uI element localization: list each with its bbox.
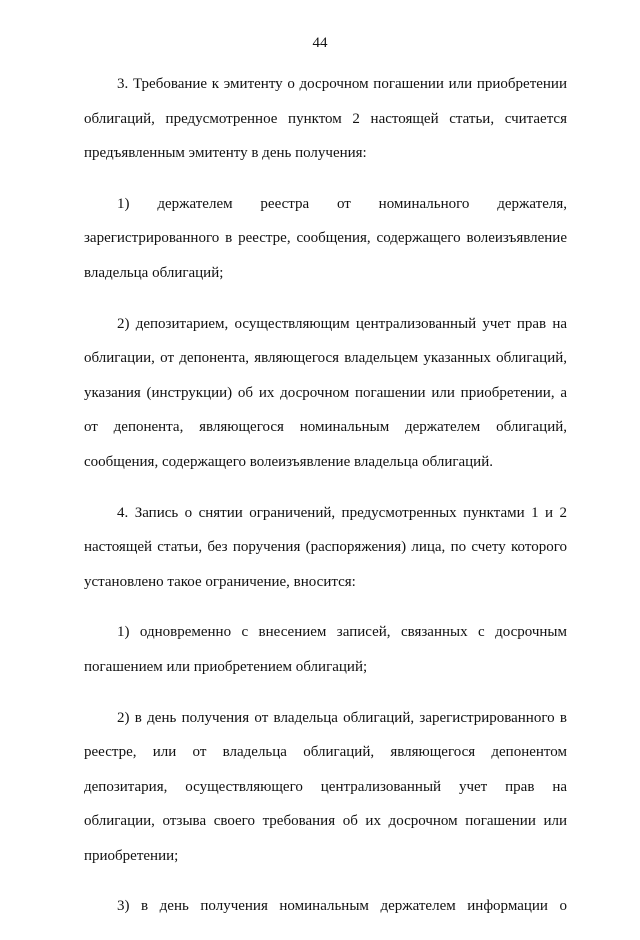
page-number: 44 — [312, 35, 328, 51]
paragraph-3: 3. Требование к эмитенту о досрочном погашении или приобретении облигаций, предусмотренное пунктом 2 настоящей статьи, считается предъявленным эмитенту в день получения: — [84, 76, 567, 162]
paragraph-4-item-2: 2) в день получения от владельца облигаций, зарегистрированного в реестре, или от владельца облигаций, являющегося депонентом депозитария, осуществляющего централизованный учет прав на облигации, отзыва своего требования об их досрочном погашении или приобретении; — [84, 709, 567, 864]
paragraph-3-item-1: 1) держателем реестра от номинального держателя, зарегистрированного в реестре, сообщения, содержащего волеизъявление владельца облигаций; — [84, 195, 567, 281]
paragraph-4: 4. Запись о снятии ограничений, предусмотренных пунктами 1 и 2 настоящей статьи, без поручения (распоряжения) лица, по счету которого установлено такое ограничение, вносится: — [84, 504, 567, 590]
paragraph-3-item-2: 2) депозитарием, осуществляющим централизованный учет прав на облигации, от депонента, являющегося владельцем указанных облигаций, указания (инструкции) об их досрочном погашении или приобретении, а от депонента, являющегося номинальным держателем облигаций, сообщения, содержащего волеизъявление владельца облигаций. — [84, 315, 567, 470]
paragraph-4-item-3: 3) в день получения номинальным держателем информации о — [117, 898, 567, 915]
document-body — [84, 67, 567, 940]
paragraph-4-item-1: 1) одновременно с внесением записей, связанных с досрочным погашением или приобретением облигаций; — [84, 624, 567, 675]
